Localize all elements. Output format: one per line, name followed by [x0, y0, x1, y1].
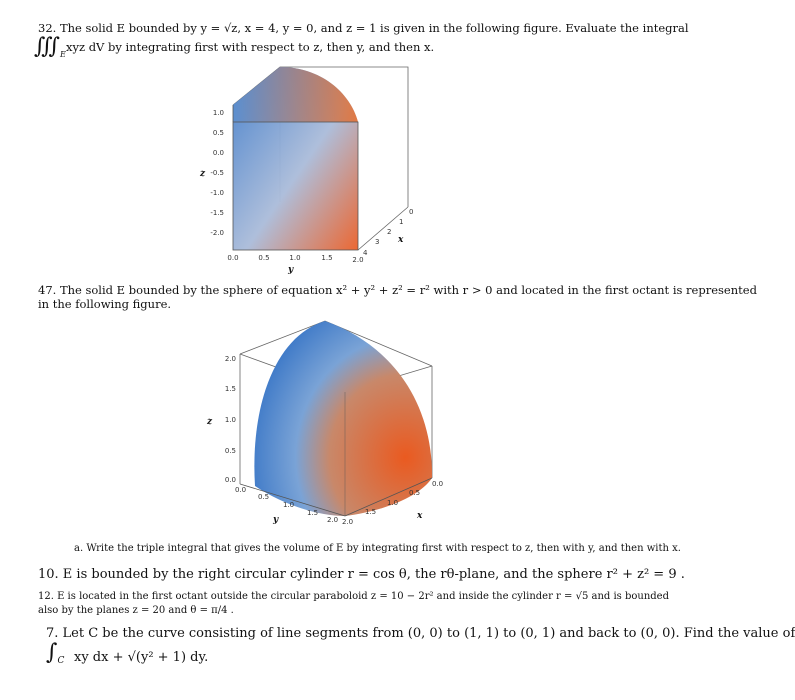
x-tick: 4 — [363, 249, 368, 257]
y-tick: 1.0 — [283, 501, 295, 509]
y-axis-label: y — [273, 515, 279, 525]
x-tick: 3 — [375, 238, 380, 246]
z-tick: 2.0 — [224, 355, 236, 363]
problem-32-integral — [34, 36, 66, 59]
z-tick: 1.5 — [224, 385, 236, 393]
solid-top-surface — [233, 67, 358, 122]
x-tick: 2.0 — [342, 518, 354, 526]
problem-10-statement: 10. E is bounded by the right circular cylinder r = cos θ, the rθ-plane, and the sphere r² + z² = 9 . — [38, 567, 685, 582]
y-axis-label: y — [288, 265, 294, 275]
z-tick: 0.5 — [212, 129, 224, 137]
integral-curve: C — [57, 656, 65, 667]
z-tick: -2.0 — [210, 229, 224, 237]
figure-solid-cylinder-region — [180, 62, 430, 274]
z-tick: 0.5 — [224, 447, 236, 455]
x-tick: 1 — [399, 218, 404, 226]
y-tick: 1.5 — [321, 254, 333, 262]
problem-7-statement: 7. Let C be the curve consisting of line segments from (0, 0) to (1, 1) to (0, 1) and back to (0, 0). Find the value of — [46, 626, 795, 641]
x-axis-ticks — [363, 208, 413, 257]
problem-32-statement: 32. The solid E bounded by y = √z, x = 4, y = 0, and z = 1 is given in the following figure. Evaluate the integral — [38, 21, 689, 35]
problem-7-integrand: xy dx + √(y² + 1) dy. — [74, 650, 209, 665]
problem-47-part-a: a. Write the triple integral that gives the volume of E by integrating first with respect to z, then with y, and then with x. — [74, 543, 681, 554]
z-tick: 1.0 — [224, 416, 236, 424]
triple-integral-symbol: ∭ — [34, 34, 61, 59]
x-axis-label: x — [417, 511, 423, 521]
line-integral-symbol: ∫ — [46, 640, 58, 665]
x-tick: 1.0 — [387, 499, 399, 507]
integral-region: E — [60, 50, 66, 60]
sphere-octant-surface — [254, 321, 432, 516]
x-axis-label: x — [398, 235, 404, 245]
y-tick: 2.0 — [327, 516, 339, 524]
z-axis-label: z — [200, 169, 206, 179]
x-tick: 0.5 — [409, 489, 421, 497]
x-tick: 0 — [409, 208, 414, 216]
y-axis-ticks — [227, 254, 363, 264]
z-tick: -0.5 — [210, 169, 224, 177]
y-tick: 1.5 — [307, 509, 319, 517]
y-tick: 0.5 — [258, 254, 270, 262]
problem-32-integrand: xyz dV by integrating first with respect to z, then y, and then x. — [66, 40, 435, 54]
z-tick: -1.0 — [210, 189, 224, 197]
z-tick: 0.0 — [224, 476, 236, 484]
y-tick: 2.0 — [352, 256, 364, 264]
y-tick: 1.0 — [289, 254, 301, 262]
y-tick: 0.5 — [258, 493, 270, 501]
x-tick: 0.0 — [432, 480, 444, 488]
y-tick: 0.0 — [227, 254, 239, 262]
z-tick: 1.0 — [212, 109, 224, 117]
problem-12-statement: 12. E is located in the first octant outside the circular paraboloid z = 10 − 2r² and inside the cylinder r = √5 and is bounded — [38, 591, 669, 602]
problem-12-statement-line2: also by the planes z = 20 and θ = π/4 . — [38, 605, 234, 616]
problem-47-statement: 47. The solid E bounded by the sphere of equation x² + y² + z² = r² with r > 0 and located in the first octant is represented — [38, 283, 757, 297]
z-axis-ticks — [210, 109, 224, 237]
x-tick: 2 — [387, 228, 392, 236]
z-axis-label: z — [207, 417, 213, 427]
y-tick: 0.0 — [235, 486, 247, 494]
z-tick: -1.5 — [210, 209, 224, 217]
figure-sphere-octant — [195, 316, 460, 534]
z-tick: 0.0 — [212, 149, 224, 157]
problem-7-integral — [46, 642, 64, 666]
z-axis-ticks — [225, 355, 236, 484]
x-tick: 1.5 — [365, 508, 377, 516]
problem-47-statement-line2: in the following figure. — [38, 297, 172, 311]
